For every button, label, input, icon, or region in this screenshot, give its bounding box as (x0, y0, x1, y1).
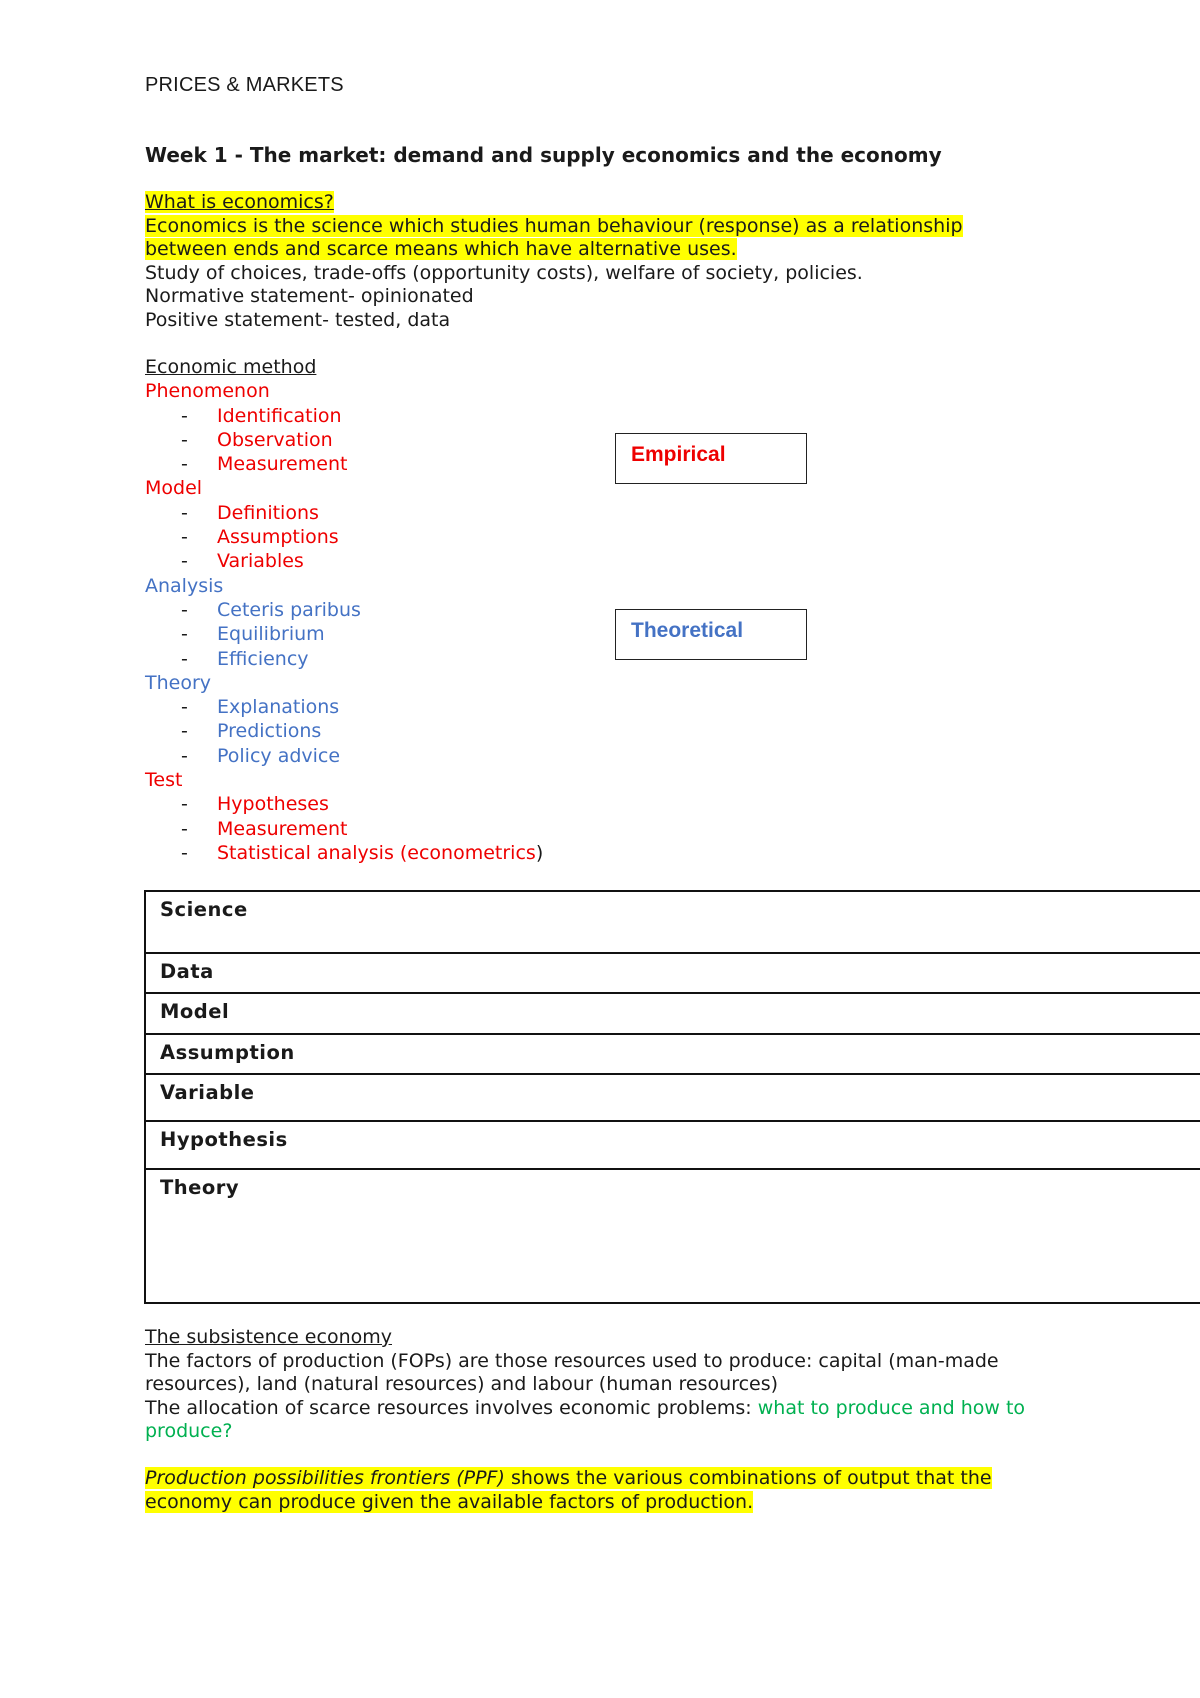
method-group-model: Model (145, 477, 203, 500)
week-heading: Week 1 - The market: demand and supply economics and the economy (145, 143, 942, 167)
subsistence-section (145, 1326, 1065, 1514)
method-item-text: Hypotheses (217, 793, 329, 816)
bullet-dash: - (181, 647, 188, 670)
method-item-text: Equilibrium (217, 623, 325, 646)
economic-method-list (145, 355, 543, 865)
method-list-item (145, 501, 543, 525)
economic-method-heading: Economic method (145, 356, 317, 378)
method-item-text: Measurement (217, 453, 348, 476)
bullet-dash: - (181, 696, 188, 719)
ppf-paragraph (145, 1467, 1065, 1514)
table-row-model: Model (145, 993, 1200, 1034)
method-item-text: Efficiency (217, 647, 309, 670)
what-is-heading: What is economics? (145, 191, 334, 213)
economic-problems-text: what to produce and how to produce? (145, 1396, 1026, 1442)
table-row-variable: Variable (145, 1074, 1200, 1121)
allocation-paragraph (145, 1397, 1065, 1444)
bullet-dash: - (181, 453, 188, 476)
method-item-text: Identification (217, 404, 342, 427)
table-row-theory: Theory (145, 1169, 1200, 1303)
choices-line: Study of choices, trade-offs (opportunity costs), welfare of society, policies. (145, 261, 863, 284)
table-row-hypothesis: Hypothesis (145, 1121, 1200, 1169)
method-list-item (145, 695, 543, 719)
method-group-theory: Theory (145, 671, 212, 694)
bullet-dash: - (181, 598, 188, 621)
method-item-text: Variables (217, 550, 304, 573)
empirical-box: Empirical (615, 433, 807, 484)
method-item-text: Observation (217, 428, 333, 451)
method-list-item (145, 598, 543, 622)
table-row-data: Data (145, 953, 1200, 993)
bullet-dash: - (181, 841, 188, 864)
method-list-item (145, 647, 543, 671)
bullet-dash: - (181, 526, 188, 549)
bullet-dash: - (181, 501, 188, 524)
closing-paren: ) (535, 841, 544, 864)
normative-line: Normative statement- opinionated (145, 285, 474, 307)
method-list-item (145, 841, 543, 865)
method-list-item (145, 525, 543, 549)
document-title: PRICES & MARKETS (145, 74, 344, 96)
method-list-item (145, 817, 543, 841)
bullet-dash: - (181, 817, 188, 840)
method-group-analysis: Analysis (145, 574, 224, 597)
bullet-dash: - (181, 428, 188, 451)
method-list-item (145, 549, 543, 573)
positive-line: Positive statement- tested, data (145, 308, 451, 331)
method-item-text: Statistical analysis (econometrics (217, 841, 536, 864)
bullet-dash: - (181, 550, 188, 573)
method-item-text: Definitions (217, 501, 319, 524)
method-list-item (145, 452, 543, 476)
definition-line-1: Economics is the science which studies human behaviour (response) as a relationship (145, 214, 963, 237)
allocation-text: The allocation of scarce resources involves economic problems: (145, 1396, 758, 1419)
fops-paragraph: The factors of production (FOPs) are those resources used to produce: capital (man-made resources), land (natural resources) and labour (human resources) (145, 1349, 999, 1395)
method-list-item (145, 428, 543, 452)
bullet-dash: - (181, 744, 188, 767)
method-group-test: Test (145, 769, 183, 792)
method-item-text: Explanations (217, 696, 340, 719)
table-row-assumption: Assumption (145, 1034, 1200, 1074)
ppf-term: Production possibilities frontiers (PPF) (145, 1467, 505, 1489)
theoretical-box: Theoretical (615, 609, 807, 660)
bullet-dash: - (181, 793, 188, 816)
method-list-item (145, 792, 543, 816)
bullet-dash: - (181, 623, 188, 646)
ppf-definition: shows the various combinations of output that the economy can produce given the available factors of production. (145, 1467, 992, 1513)
method-list-item (145, 404, 543, 428)
bullet-dash: - (181, 720, 188, 743)
definition-line-2: between ends and scarce means which have alternative uses. (145, 238, 737, 260)
subsistence-heading: The subsistence economy (145, 1326, 392, 1348)
method-list-item (145, 622, 543, 646)
definitions-table (144, 890, 1200, 1304)
method-list-item (145, 744, 543, 768)
method-item-text: Policy advice (217, 744, 341, 767)
method-group-phenomenon: Phenomenon (145, 380, 270, 403)
table-row-science: Science (145, 891, 1200, 953)
method-item-text: Measurement (217, 817, 348, 840)
method-item-text: Assumptions (217, 526, 339, 549)
method-list-item (145, 719, 543, 743)
what-is-section (145, 191, 963, 332)
bullet-dash: - (181, 404, 188, 427)
method-item-text: Ceteris paribus (217, 598, 361, 621)
method-item-text: Predictions (217, 720, 322, 743)
